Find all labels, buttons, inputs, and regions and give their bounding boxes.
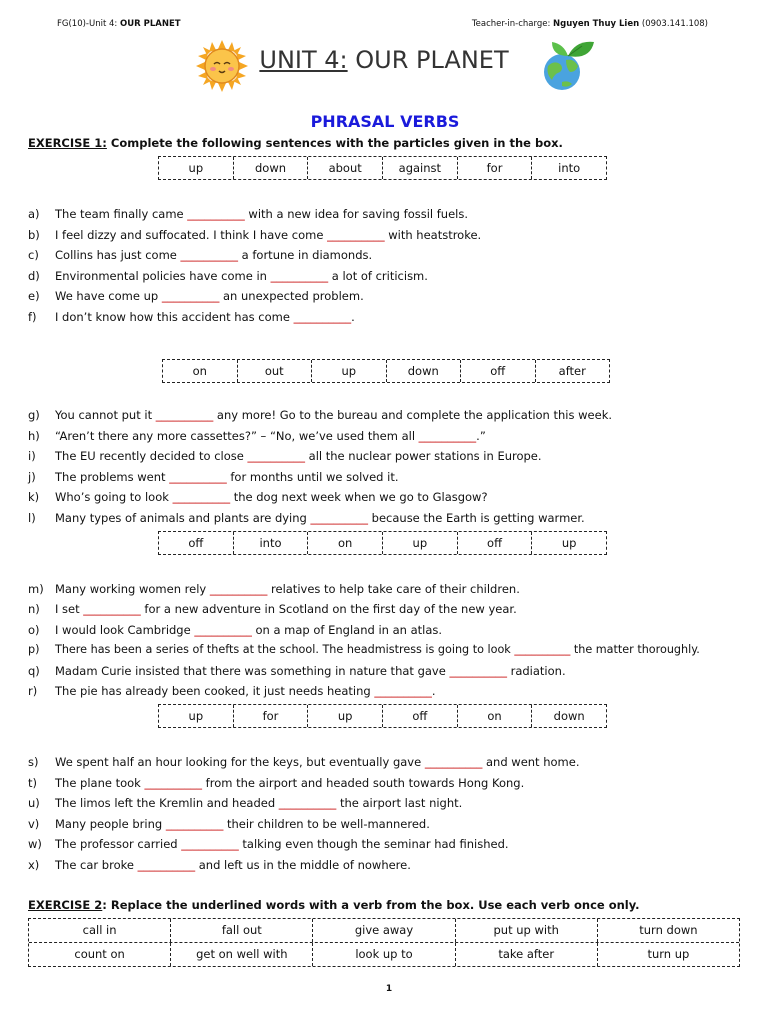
- question-text: The limos left the Kremlin and headed: [55, 796, 279, 810]
- question-item: [28, 664, 566, 678]
- question-letter: h): [28, 429, 40, 443]
- question-text: Many types of animals and plants are dying: [55, 511, 311, 525]
- question-text: with a new idea for saving fossil fuels.: [244, 207, 469, 221]
- answer-blank: __________: [418, 429, 477, 443]
- question-letter: s): [28, 755, 39, 769]
- question-text: any more! Go to the bureau and complete the application this week.: [213, 408, 613, 422]
- teacher-phone: (0903.141.108): [639, 19, 708, 29]
- question-text: The car broke: [55, 858, 138, 872]
- verb-cell: take after: [456, 943, 598, 966]
- exercise-1-heading: [28, 136, 563, 150]
- question-letter: b): [28, 228, 40, 242]
- particles-box-2: [162, 359, 610, 383]
- answer-blank: __________: [181, 837, 239, 851]
- title-name: OUR PLANET: [347, 46, 509, 74]
- question-text: .: [351, 310, 355, 324]
- answer-blank: __________: [155, 408, 214, 422]
- question-letter: l): [28, 511, 36, 525]
- question-text: You cannot put it: [55, 408, 156, 422]
- particles-box-1: [158, 156, 607, 180]
- question-letter: f): [28, 310, 37, 324]
- answer-blank: __________: [194, 623, 252, 637]
- question-text: Many people bring: [55, 817, 166, 831]
- answer-blank: __________: [293, 310, 352, 324]
- particle-cell: on: [458, 705, 533, 727]
- question-text: Environmental policies have come in: [55, 269, 271, 283]
- question-item: [28, 228, 481, 242]
- particle-cell: off: [461, 360, 536, 382]
- question-letter: c): [28, 248, 39, 262]
- question-text: .”: [476, 429, 486, 443]
- header-teacher: [472, 19, 708, 29]
- particle-cell: up: [159, 157, 234, 179]
- question-item: [28, 470, 399, 484]
- question-item: [28, 429, 486, 443]
- question-text: because the Earth is getting warmer.: [368, 511, 585, 525]
- question-text: We have come up: [55, 289, 162, 303]
- question-text: I would look Cambridge: [55, 623, 195, 637]
- question-text: The pie has already been cooked, it just needs heating: [55, 684, 375, 698]
- exercise-1-label: EXERCISE 1:: [28, 136, 107, 150]
- earth-icon: [538, 36, 596, 94]
- particle-cell: up: [159, 705, 234, 727]
- verbs-row: [29, 943, 739, 966]
- question-letter: j): [28, 470, 36, 484]
- verb-cell: turn up: [647, 947, 690, 961]
- question-text: and went home.: [482, 755, 580, 769]
- question-text: relatives to help take care of their children.: [267, 582, 520, 596]
- question-letter: p): [28, 643, 40, 656]
- question-text: the airport last night.: [336, 796, 463, 810]
- verb-cell: look up to: [313, 943, 455, 966]
- particle-cell: up: [312, 360, 387, 382]
- question-text: the dog next week when we go to Glasgow?: [230, 490, 488, 504]
- question-text: from the airport and headed south towards Hong Kong.: [202, 776, 525, 790]
- question-text: We spent half an hour looking for the keys, but eventually gave: [55, 755, 425, 769]
- particle-cell: for: [458, 157, 533, 179]
- header-code: FG(10)-Unit 4:: [57, 19, 120, 29]
- question-text: and left us in the middle of nowhere.: [195, 858, 411, 872]
- exercise-2-instruction: : Replace the underlined words with a verb from the box. Use each verb once only.: [102, 898, 640, 912]
- question-item: [28, 796, 462, 810]
- question-text: Many working women rely: [55, 582, 210, 596]
- particle-cell: against: [383, 157, 458, 179]
- question-text: The professor carried: [55, 837, 182, 851]
- particle-cell: out: [238, 360, 313, 382]
- question-text: their children to be well-mannered.: [223, 817, 430, 831]
- question-item: [28, 310, 355, 324]
- answer-blank: __________: [180, 248, 239, 262]
- teacher-label: Teacher-in-charge:: [471, 19, 554, 29]
- answer-blank: __________: [327, 228, 385, 242]
- question-item: [28, 248, 372, 262]
- answer-blank: __________: [169, 470, 227, 484]
- question-letter: u): [28, 796, 40, 810]
- question-letter: g): [28, 408, 40, 422]
- question-text: on a map of England in an atlas.: [251, 623, 443, 637]
- exercise-2-heading: [28, 898, 640, 912]
- question-text: for months until we solved it.: [226, 470, 399, 484]
- question-text: for a new adventure in Scotland on the first day of the new year.: [140, 602, 517, 616]
- question-text: Who’s going to look: [55, 490, 173, 504]
- answer-blank: __________: [514, 643, 571, 656]
- verb-cell: put up with: [456, 919, 598, 942]
- question-item: [28, 449, 542, 463]
- answer-blank: __________: [144, 776, 203, 790]
- question-text: a fortune in diamonds.: [238, 248, 373, 262]
- question-letter: i): [28, 449, 36, 463]
- particle-cell: up: [561, 536, 577, 550]
- verb-cell: call in: [29, 919, 171, 942]
- question-item: [28, 623, 442, 637]
- question-letter: o): [28, 623, 40, 637]
- question-text: Collins has just come: [55, 248, 181, 262]
- question-text: .: [431, 684, 436, 698]
- answer-blank: __________: [310, 511, 368, 525]
- page-title: [0, 46, 768, 74]
- particles-box-3: [158, 531, 607, 555]
- particle-cell: up: [383, 532, 458, 554]
- question-letter: e): [28, 289, 40, 303]
- question-text: a lot of criticism.: [328, 269, 428, 283]
- question-item: [28, 289, 364, 303]
- particle-cell: about: [308, 157, 383, 179]
- answer-blank: __________: [83, 602, 141, 616]
- question-item: [28, 511, 585, 525]
- particle-cell: into: [558, 161, 581, 175]
- question-text: The problems went: [55, 470, 170, 484]
- question-text: “Aren’t there any more cassettes?” – “No, we’ve used them all: [55, 429, 419, 443]
- verb-cell: fall out: [171, 919, 313, 942]
- question-item: [28, 776, 524, 790]
- answer-blank: __________: [187, 207, 245, 221]
- particle-cell: after: [558, 364, 586, 378]
- question-text: The plane took: [55, 776, 145, 790]
- question-item: [28, 684, 435, 698]
- question-item: [28, 858, 411, 872]
- question-letter: v): [28, 817, 40, 831]
- question-item: [28, 643, 700, 656]
- particle-cell: up: [308, 705, 383, 727]
- header-unit-code: [57, 19, 181, 29]
- answer-blank: __________: [247, 449, 305, 463]
- question-item: [28, 817, 430, 831]
- answer-blank: __________: [374, 684, 432, 698]
- title-unit: UNIT 4:: [259, 46, 348, 74]
- answer-blank: __________: [424, 755, 483, 769]
- header-topic: OUR PLANET: [119, 19, 181, 29]
- question-letter: w): [28, 837, 42, 851]
- question-text: There has been a series of thefts at the school. The headmistress is going to look: [55, 643, 515, 656]
- question-text: The EU recently decided to close: [55, 449, 248, 463]
- answer-blank: __________: [209, 582, 268, 596]
- question-letter: a): [28, 207, 40, 221]
- question-letter: d): [28, 269, 40, 283]
- question-letter: r): [28, 684, 38, 698]
- teacher-name: Nguyen Thuy Lien: [553, 19, 640, 29]
- answer-blank: __________: [172, 490, 231, 504]
- particle-cell: on: [308, 532, 383, 554]
- verbs-box: [28, 918, 740, 967]
- question-text: Madam Curie insisted that there was something in nature that gave: [55, 664, 450, 678]
- question-item: [28, 755, 579, 769]
- verb-cell: give away: [313, 919, 455, 942]
- question-item: [28, 582, 520, 596]
- question-item: [28, 837, 509, 851]
- particle-cell: off: [383, 705, 458, 727]
- question-letter: q): [28, 664, 40, 678]
- answer-blank: __________: [278, 796, 337, 810]
- verb-cell: turn down: [639, 923, 698, 937]
- question-letter: n): [28, 602, 40, 616]
- verb-cell: get on well with: [171, 943, 313, 966]
- question-text: an unexpected problem.: [219, 289, 364, 303]
- answer-blank: __________: [165, 817, 224, 831]
- question-text: all the nuclear power stations in Europe.: [305, 449, 542, 463]
- question-letter: t): [28, 776, 37, 790]
- particle-cell: on: [163, 360, 238, 382]
- question-text: The team finally came: [55, 207, 188, 221]
- question-item: [28, 408, 612, 422]
- answer-blank: __________: [270, 269, 329, 283]
- section-subtitle: PHRASAL VERBS: [310, 112, 460, 131]
- answer-blank: __________: [137, 858, 196, 872]
- question-letter: k): [28, 490, 40, 504]
- question-text: with heatstroke.: [384, 228, 482, 242]
- verb-cell: count on: [29, 943, 171, 966]
- particle-cell: down: [553, 709, 585, 723]
- question-text: talking even though the seminar had finished.: [238, 837, 509, 851]
- page-number: 1: [385, 984, 393, 994]
- question-text: the matter thoroughly.: [570, 643, 700, 656]
- question-item: [28, 269, 428, 283]
- exercise-2-label: EXERCISE 2: [28, 898, 103, 912]
- particle-cell: down: [234, 157, 309, 179]
- particle-cell: into: [234, 532, 309, 554]
- question-item: [28, 602, 517, 616]
- question-text: I feel dizzy and suffocated. I think I have come: [55, 228, 328, 242]
- answer-blank: __________: [161, 289, 220, 303]
- particle-cell: down: [387, 360, 462, 382]
- exercise-1-instruction: Complete the following sentences with the particles given in the box.: [106, 136, 563, 150]
- question-letter: x): [28, 858, 40, 872]
- question-letter: m): [28, 582, 44, 596]
- particle-cell: for: [234, 705, 309, 727]
- verbs-row: [29, 919, 739, 943]
- particles-box-4: [158, 704, 607, 728]
- answer-blank: __________: [449, 664, 507, 678]
- question-text: I set: [55, 602, 84, 616]
- question-item: [28, 207, 468, 221]
- question-text: I don’t know how this accident has come: [55, 310, 294, 324]
- question-text: radiation.: [506, 664, 566, 678]
- particle-cell: off: [159, 532, 234, 554]
- question-item: [28, 490, 488, 504]
- particle-cell: off: [458, 532, 533, 554]
